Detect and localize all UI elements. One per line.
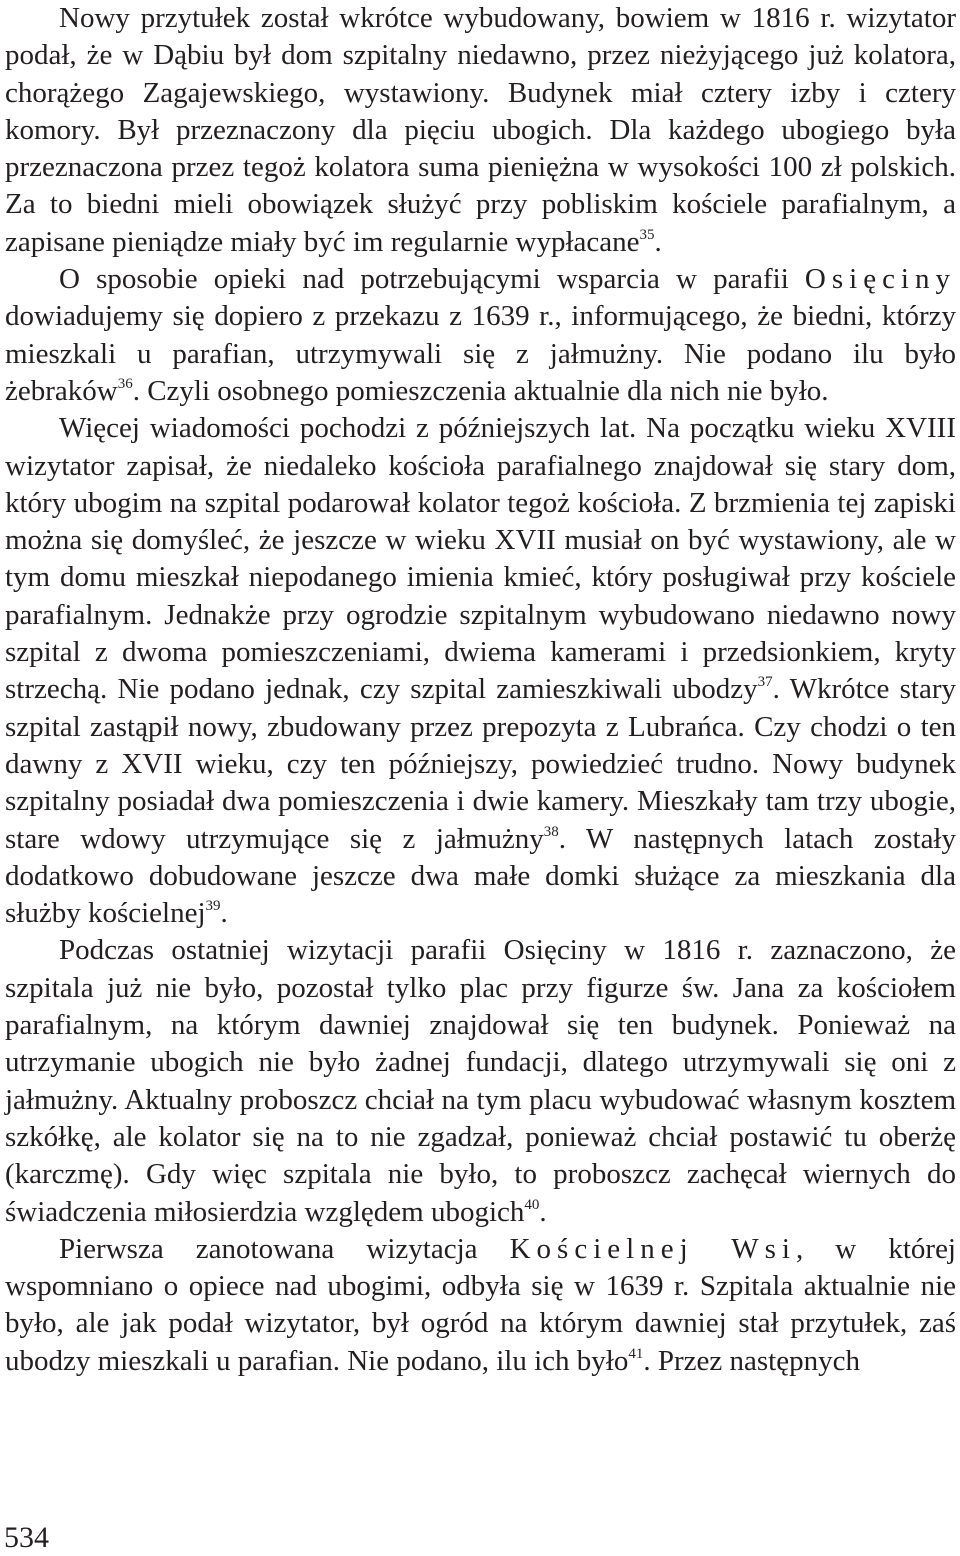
text-run: Nowy przytułek został wkrótce wybudowany, bowiem w 1816 r. wizytator podał, że w Dąbiu był dom szpitalny niedawno, przez nieżyjącego już kolatora, chorążego Zagajewskiego, wystawiony. Budynek miał cztery izby i cztery komory. Był przeznaczony dla pięciu ubogich. Dla każdego ubogiego była przeznaczona przez tegoż kolatora suma pieniężna w wysokości 100 zł polskich. Za to biedni mieli obowiązek służyć przy pobliskim kościele parafialnym, a zapisane pieniądze miały być im regularnie wypłacane — [5, 2, 956, 258]
text-run: . Czyli osobnego pomieszczenia aktualnie dla nich nie było. — [132, 374, 829, 407]
text-run: . — [220, 897, 228, 930]
paragraph — [5, 932, 956, 1230]
text-run: . Wkrótce stary szpital zastąpił nowy, zbudowany przez prepozyta z Lubrańca. Czy chodzi o ten dawny z XVII wieku, czy ten późniejszy, powiedzieć trudno. Nowy budynek szpitalny posiadał dwa pomieszczenia i dwie kamery. Mieszkały tam trzy ubogie, stare wdowy utrzymujące się z jałmużny — [5, 673, 956, 855]
paragraph — [5, 0, 956, 261]
text-run: . — [654, 225, 662, 258]
footnote-ref: 38 — [543, 823, 559, 840]
text-run: . W następnych latach zostały dodatkowo dobudowane jeszcze dwa małe domki służące za mieszkania dla służby kościelnej — [5, 822, 956, 930]
page-number: 534 — [4, 1521, 49, 1554]
paragraph — [5, 410, 956, 932]
footnote-ref: 37 — [757, 674, 773, 691]
text-run: Pierwsza zanotowana wizytacja — [59, 1232, 510, 1265]
text-run: Podczas ostatniej wizytacji parafii Osięciny w 1816 r. zaznaczono, że szpitala już nie było, pozostał tylko plac przy figurze św. Jana za kościołem parafialnym, na którym dawniej znajdował się ten budynek. Ponieważ na utrzymanie ubogich nie było żadnej fundacji, dlatego utrzymywali się oni z jałmużny. Aktualny proboszcz chciał na tym placu wybudować własnym kosztem szkółkę, ale kolator się na to nie zgadzał, ponieważ chciał postawić tu oberżę (karczmę). Gdy więc szpitala nie było, to proboszcz zachęcał wiernych do świadczenia miłosierdzia względem ubogich — [5, 934, 956, 1228]
text-run: O sposobie opieki nad potrzebującymi wsparcia w parafii — [59, 263, 805, 296]
body-text — [5, 0, 956, 1380]
paragraph — [5, 261, 956, 410]
text-run: . Przez następnych — [643, 1344, 860, 1377]
spaced-place-name: Kościelnej Wsi — [509, 1232, 796, 1265]
text-run: Więcej wiadomości pochodzi z późniejszych lat. Na początku wieku XVIII wizytator zapisał, że niedaleko kościoła parafialnego znajdował się stary dom, który ubogim na szpital podarował kolator tegoż kościoła. Z brzmienia tej zapiski można się domyśleć, że jeszcze w wieku XVII musiał on być wystawiony, ale w tym domu mieszkał niepodanego imienia kmieć, który posługiwał przy kościele parafialnym. Jednakże przy ogrodzie szpitalnym wybudowano niedawno nowy szpital z dwoma pomieszczeniami, dwiema kamerami i przedsionkiem, kryty strzechą. Nie podano jednak, czy szpital zamieszkiwali ubodzy — [5, 412, 956, 706]
text-run: , w której wspomniano o opiece nad ubogimi, odbyła się w 1639 r. Szpitala aktualnie nie było, ale jak podał wizytator, był ogród na którym dawniej stał przytułek, zaś ubodzy mieszkali u parafian. Nie podano, ilu ich było — [5, 1232, 956, 1377]
text-run: dowiadujemy się dopiero z przekazu z 1639 r., informującego, że biedni, którzy mieszkali u parafian, utrzymywali się z jałmużny. Nie podano ilu było żebraków — [5, 300, 956, 407]
footnote-ref: 36 — [117, 375, 133, 392]
footnote-ref: 39 — [205, 898, 221, 915]
footnote-ref: 41 — [628, 1345, 644, 1362]
text-run: . — [539, 1195, 547, 1228]
spaced-place-name: Osięciny — [804, 263, 956, 296]
footnote-ref: 40 — [524, 1196, 540, 1213]
paragraph — [5, 1231, 956, 1380]
footnote-ref: 35 — [639, 226, 655, 243]
